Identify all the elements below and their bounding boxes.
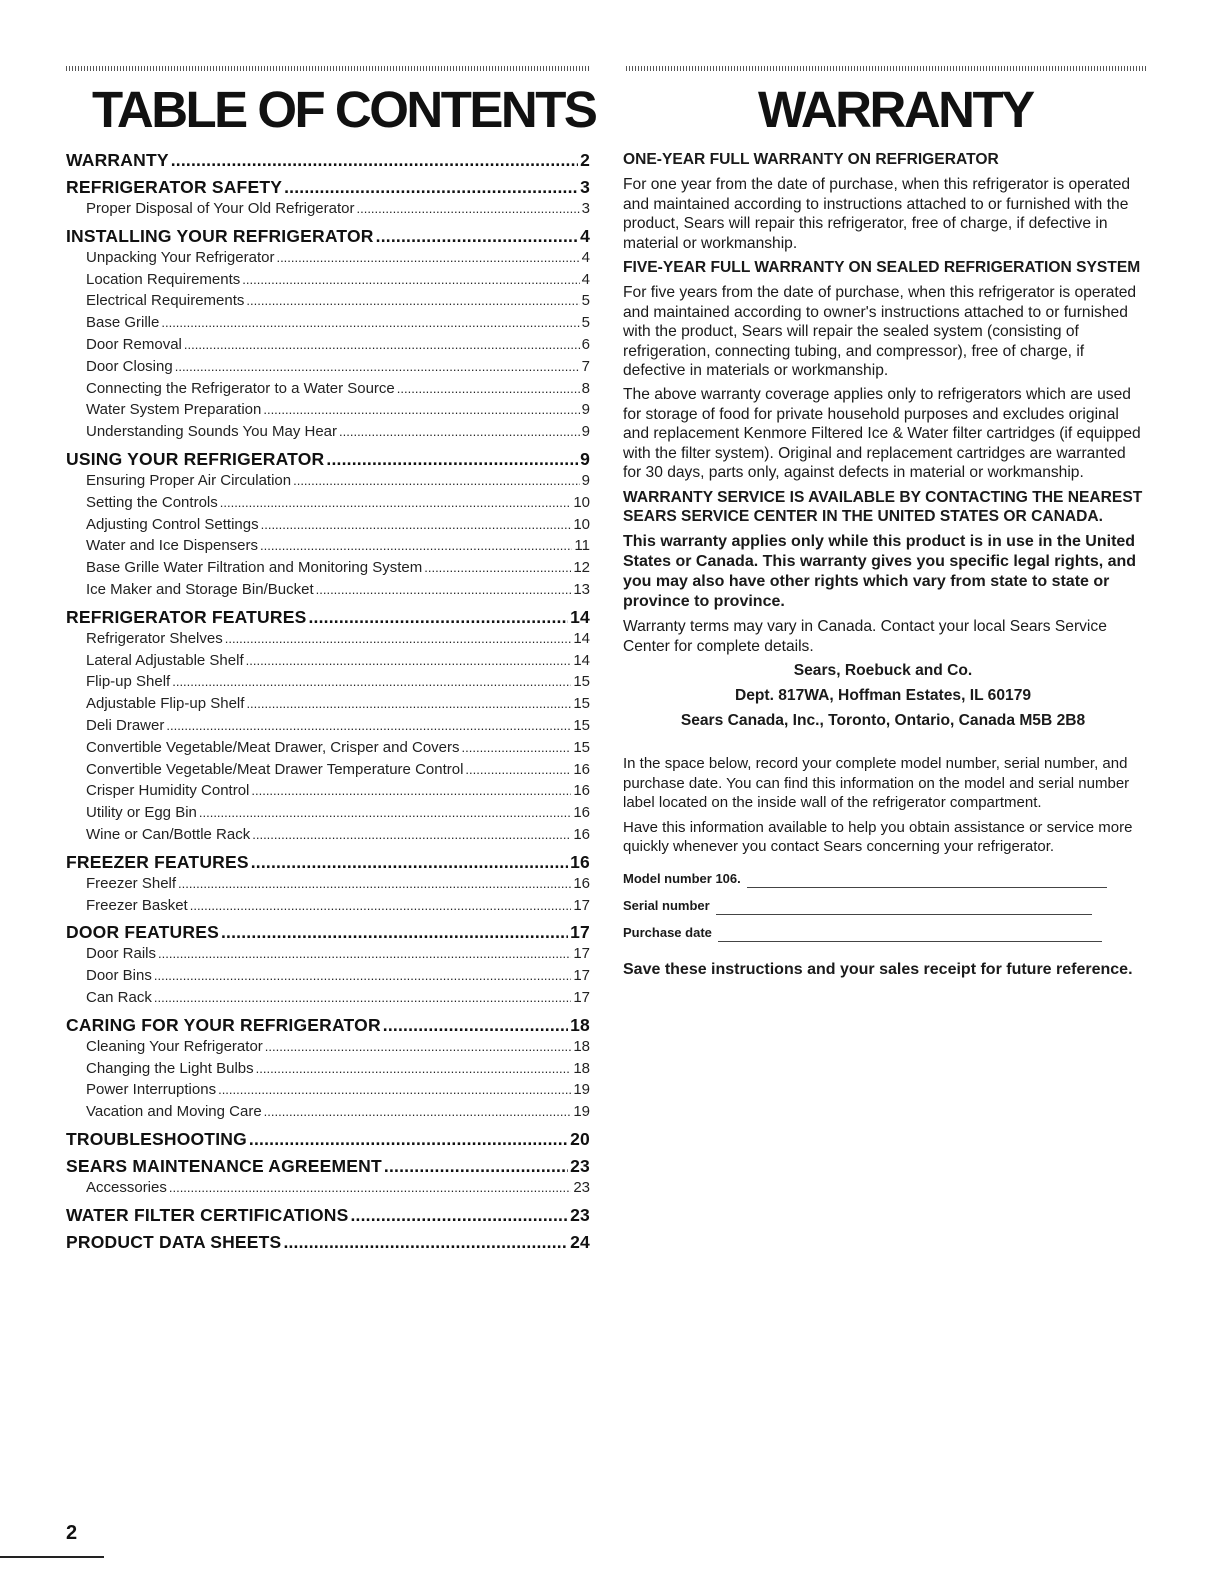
- toc-page-number: 7: [581, 357, 590, 375]
- toc-dot-leader: [225, 631, 572, 646]
- toc-page-number: 17: [573, 988, 590, 1006]
- toc-page-number: 11: [574, 537, 590, 555]
- toc-section-entry: [66, 922, 590, 945]
- toc-dot-leader: [184, 337, 580, 352]
- toc-entry-label: WATER FILTER CERTIFICATIONS: [66, 1204, 349, 1225]
- toc-entry-label: Can Rack: [86, 988, 152, 1006]
- toc-subsection-entry: [66, 292, 590, 314]
- toc-subsection-entry: [66, 630, 590, 652]
- toc-entry-label: Utility or Egg Bin: [86, 804, 197, 822]
- toc-section-entry: [66, 1129, 590, 1152]
- warranty-title: WARRANTY: [758, 81, 1033, 138]
- model-number-field[interactable]: [623, 861, 1143, 888]
- toc-dot-leader: [252, 827, 571, 842]
- toc-entry-label: Ice Maker and Storage Bin/Bucket: [86, 580, 314, 598]
- toc-dot-leader: [246, 293, 579, 308]
- toc-entry-label: DOOR FEATURES: [66, 922, 219, 943]
- toc-subsection-entry: [66, 695, 590, 717]
- toc-page-number: 20: [570, 1128, 590, 1149]
- toc-entry-label: Adjusting Control Settings: [86, 515, 259, 533]
- toc-subsection-entry: [66, 314, 590, 336]
- toc-dot-leader: [251, 852, 568, 873]
- toc-entry-label: Unpacking Your Refrigerator: [86, 248, 275, 266]
- toc-dot-leader: [284, 177, 578, 198]
- toc-entry-label: FREEZER FEATURES: [66, 851, 249, 872]
- toc-entry-label: SEARS MAINTENANCE AGREEMENT: [66, 1155, 382, 1176]
- toc-section-entry: [66, 1015, 590, 1038]
- top-rule-left: [66, 66, 590, 71]
- toc-dot-leader: [383, 1015, 568, 1036]
- toc-entry-label: Freezer Shelf: [86, 874, 177, 892]
- closing-note: Save these instructions and your sales receipt for future reference.: [623, 961, 1133, 979]
- toc-page-number: 17: [573, 896, 590, 914]
- toc-page-number: 9: [581, 401, 590, 419]
- toc-dot-leader: [175, 359, 580, 374]
- toc-page-number: 13: [573, 580, 590, 598]
- toc-page-number: 18: [573, 1059, 590, 1077]
- toc-title: TABLE OF CONTENTS: [92, 81, 596, 138]
- toc-dot-leader: [246, 653, 572, 668]
- toc-entry-label: Power Interruptions: [86, 1081, 217, 1099]
- serial-number-line[interactable]: [716, 900, 1092, 915]
- toc-entry-label: Vacation and Moving Care: [86, 1103, 262, 1121]
- serial-number-field[interactable]: [623, 888, 1143, 915]
- table-of-contents: [66, 150, 590, 1255]
- top-rule-right: [626, 66, 1146, 71]
- address-line: Sears, Roebuck and Co.: [793, 662, 973, 680]
- address-line: Sears Canada, Inc., Toronto, Ontario, Canada M5B 2B8: [680, 711, 1086, 729]
- toc-dot-leader: [462, 740, 572, 755]
- toc-dot-leader: [397, 381, 580, 396]
- toc-entry-label: PRODUCT DATA SHEETS: [66, 1231, 282, 1252]
- toc-entry-label: Setting the Controls: [86, 493, 218, 511]
- toc-dot-leader: [190, 898, 572, 913]
- warranty-heading-five-year: FIVE-YEAR FULL WARRANTY ON SEALED REFRIGERATION SYSTEM: [623, 259, 1141, 277]
- toc-entry-label: Changing the Light Bulbs: [86, 1059, 254, 1077]
- toc-entry-label: Electrical Requirements: [86, 292, 245, 310]
- page-number: 2: [66, 1522, 78, 1544]
- toc-entry-label: Wine or Can/Bottle Rack: [86, 825, 251, 843]
- toc-page-number: 5: [581, 314, 590, 332]
- toc-page-number: 16: [573, 874, 590, 892]
- toc-page-number: 14: [573, 651, 590, 669]
- warranty-rights-paragraph: This warranty applies only while this product is in use in the United States or Canada. This warranty gives you specific legal rights, and you may also have other rights which vary from state to state or province to province.: [623, 533, 1137, 611]
- toc-subsection-entry: [66, 804, 590, 826]
- toc-subsection-entry: [66, 401, 590, 423]
- toc-dot-leader: [218, 1082, 571, 1097]
- toc-dot-leader: [199, 805, 571, 820]
- toc-dot-leader: [308, 607, 568, 628]
- toc-entry-label: Refrigerator Shelves: [86, 629, 223, 647]
- toc-subsection-entry: [66, 761, 590, 783]
- toc-subsection-entry: [66, 967, 590, 989]
- toc-page-number: 2: [580, 150, 590, 170]
- toc-subsection-entry: [66, 559, 590, 581]
- toc-page-number: 12: [573, 559, 590, 577]
- toc-dot-leader: [326, 449, 578, 470]
- toc-entry-label: WARRANTY: [66, 150, 169, 170]
- toc-dot-leader: [249, 1129, 568, 1150]
- toc-entry-label: Base Grille: [86, 314, 160, 332]
- toc-entry-label: Door Closing: [86, 357, 173, 375]
- toc-subsection-entry: [66, 897, 590, 919]
- warranty-paragraph: The above warranty coverage applies only to refrigerators which are used for storage of food for private household purposes and excludes original and replacement Kenmore Filtered Ice & Water filter cartridges (if equipped with the filter system). Original and replacement cartridges are warranted for 30 days, parts only, against defects in material or workmanship.: [623, 386, 1141, 482]
- toc-section-entry: [66, 852, 590, 875]
- toc-page-number: 14: [573, 629, 590, 647]
- toc-subsection-entry: [66, 875, 590, 897]
- toc-dot-leader: [264, 1104, 572, 1119]
- toc-page-number: 5: [581, 292, 590, 310]
- toc-subsection-entry: [66, 200, 590, 222]
- toc-subsection-entry: [66, 945, 590, 967]
- address-line: Dept. 817WA, Hoffman Estates, IL 60179: [734, 686, 1032, 704]
- toc-dot-leader: [172, 674, 571, 689]
- footer-rule: [0, 1556, 104, 1558]
- toc-subsection-entry: [66, 717, 590, 739]
- toc-dot-leader: [350, 1205, 568, 1226]
- toc-page-number: 19: [573, 1081, 590, 1099]
- toc-dot-leader: [246, 696, 571, 711]
- warranty-paragraph: For one year from the date of purchase, when this refrigerator is operated and maintained according to instructions attached to or furnished with the product, Sears will repair this refrigerator, free of charge, if defective in material or workmanship.: [623, 176, 1131, 252]
- toc-subsection-entry: [66, 826, 590, 848]
- toc-page-number: 18: [570, 1014, 590, 1035]
- toc-page-number: 23: [573, 1178, 590, 1196]
- toc-entry-label: Accessories: [86, 1178, 167, 1196]
- toc-page-number: 17: [573, 967, 590, 985]
- toc-entry-label: TROUBLESHOOTING: [66, 1128, 247, 1149]
- toc-subsection-entry: [66, 1179, 590, 1201]
- toc-entry-label: Proper Disposal of Your Old Refrigerator: [86, 200, 355, 217]
- toc-entry-label: Location Requirements: [86, 270, 241, 288]
- toc-section-entry: [66, 1156, 590, 1179]
- toc-page-number: 8: [581, 379, 590, 397]
- toc-subsection-entry: [66, 336, 590, 358]
- toc-page-number: 15: [573, 738, 590, 756]
- toc-subsection-entry: [66, 673, 590, 695]
- toc-subsection-entry: [66, 516, 590, 538]
- purchase-date-line[interactable]: [718, 927, 1102, 942]
- toc-page-number: 16: [573, 825, 590, 843]
- toc-subsection-entry: [66, 472, 590, 494]
- toc-subsection-entry: [66, 494, 590, 516]
- toc-entry-label: Door Rails: [86, 945, 157, 963]
- toc-dot-leader: [384, 1156, 568, 1177]
- toc-subsection-entry: [66, 358, 590, 380]
- toc-subsection-entry: [66, 1060, 590, 1082]
- toc-dot-leader: [316, 582, 572, 597]
- toc-dot-leader: [356, 201, 579, 216]
- toc-entry-label: Freezer Basket: [86, 896, 188, 914]
- toc-section-entry: [66, 449, 590, 472]
- toc-entry-label: Cleaning Your Refrigerator: [86, 1037, 263, 1055]
- toc-page-number: 23: [570, 1204, 590, 1225]
- toc-page-number: 23: [570, 1155, 590, 1176]
- toc-page-number: 14: [570, 606, 590, 627]
- toc-page-number: 15: [573, 673, 590, 691]
- toc-page-number: 3: [581, 200, 590, 217]
- toc-section-entry: [66, 607, 590, 630]
- toc-dot-leader: [166, 718, 571, 733]
- toc-subsection-entry: [66, 423, 590, 445]
- toc-section-entry: [66, 1205, 590, 1228]
- toc-subsection-entry: [66, 380, 590, 402]
- toc-dot-leader: [242, 272, 579, 287]
- toc-page-number: 18: [573, 1037, 590, 1055]
- warranty-paragraph: Warranty terms may vary in Canada. Contact your local Sears Service Center for complete details.: [623, 618, 1107, 655]
- toc-page-number: 6: [581, 335, 590, 353]
- toc-entry-label: Water System Preparation: [86, 401, 262, 419]
- toc-dot-leader: [251, 783, 571, 798]
- record-instructions: Have this information available to help you obtain assistance or service more quickly whenever you contact Sears concerning your refrigerator.: [623, 818, 1133, 855]
- toc-dot-leader: [154, 990, 571, 1005]
- toc-section-entry: [66, 226, 590, 249]
- toc-dot-leader: [260, 538, 572, 553]
- toc-page-number: 4: [581, 248, 590, 266]
- model-number-label: Model number 106.: [623, 870, 741, 886]
- toc-dot-leader: [220, 495, 572, 510]
- toc-dot-leader: [424, 560, 571, 575]
- toc-subsection-entry: [66, 271, 590, 293]
- toc-dot-leader: [169, 1180, 571, 1195]
- toc-section-entry: [66, 177, 590, 200]
- toc-entry-label: REFRIGERATOR SAFETY: [66, 177, 283, 197]
- purchase-date-field[interactable]: [623, 915, 1143, 942]
- model-number-line[interactable]: [747, 873, 1107, 888]
- toc-entry-label: Base Grille Water Filtration and Monitoring System: [86, 559, 423, 577]
- warranty-service-heading: WARRANTY SERVICE IS AVAILABLE BY CONTACTING THE NEAREST SEARS SERVICE CENTER IN THE UNITED STATES OR CANADA.: [623, 488, 1143, 525]
- toc-dot-leader: [161, 315, 579, 330]
- toc-entry-label: Understanding Sounds You May Hear: [86, 423, 338, 441]
- toc-page-number: 3: [580, 177, 590, 197]
- toc-page-number: 17: [570, 922, 590, 943]
- toc-entry-label: Water and Ice Dispensers: [86, 537, 259, 555]
- toc-entry-label: Crisper Humidity Control: [86, 782, 250, 800]
- toc-entry-label: Adjustable Flip-up Shelf: [86, 695, 245, 713]
- toc-subsection-entry: [66, 537, 590, 559]
- toc-page-number: 16: [573, 782, 590, 800]
- toc-entry-label: Flip-up Shelf: [86, 673, 171, 691]
- toc-entry-label: Lateral Adjustable Shelf: [86, 651, 244, 669]
- toc-dot-leader: [171, 150, 578, 171]
- toc-subsection-entry: [66, 581, 590, 603]
- toc-page-number: 16: [573, 804, 590, 822]
- toc-dot-leader: [276, 250, 579, 265]
- toc-subsection-entry: [66, 1103, 590, 1125]
- toc-subsection-entry: [66, 989, 590, 1011]
- record-instructions: In the space below, record your complete model number, serial number, and purchase date. You can find this information on the model and serial number label located on the inside wall of the refrigerator compartment.: [623, 755, 1130, 812]
- toc-page-number: 16: [570, 851, 590, 872]
- toc-entry-label: Door Bins: [86, 967, 152, 985]
- toc-subsection-entry: [66, 652, 590, 674]
- toc-page-number: 15: [573, 695, 590, 713]
- toc-dot-leader: [376, 226, 578, 247]
- toc-page-number: 4: [580, 225, 590, 246]
- toc-dot-leader: [261, 517, 572, 532]
- warranty-section: [623, 150, 1143, 985]
- toc-entry-label: Door Removal: [86, 335, 182, 353]
- warranty-paragraph: For five years from the date of purchase, when this refrigerator is operated and maintained according to owner's instructions attached to or furnished with the product, Sears will repair the sealed system (consisting of refrigeration, connecting tubing, and compressor), free of charge, if defective in materials or workmanship.: [623, 284, 1137, 380]
- toc-entry-label: CARING FOR YOUR REFRIGERATOR: [66, 1014, 381, 1035]
- toc-dot-leader: [293, 473, 580, 488]
- toc-page-number: 19: [573, 1103, 590, 1121]
- purchase-date-label: Purchase date: [623, 924, 712, 940]
- toc-subsection-entry: [66, 739, 590, 761]
- toc-page-number: 24: [570, 1231, 590, 1252]
- toc-dot-leader: [465, 762, 571, 777]
- toc-subsection-entry: [66, 1081, 590, 1103]
- toc-page-number: 10: [573, 515, 590, 533]
- toc-subsection-entry: [66, 782, 590, 804]
- toc-subsection-entry: [66, 1038, 590, 1060]
- toc-entry-label: Deli Drawer: [86, 716, 165, 734]
- toc-page-number: 9: [581, 471, 590, 489]
- toc-dot-leader: [178, 876, 571, 891]
- toc-page-number: 10: [573, 493, 590, 511]
- toc-entry-label: INSTALLING YOUR REFRIGERATOR: [66, 225, 374, 246]
- toc-page-number: 16: [573, 760, 590, 778]
- toc-entry-label: Convertible Vegetable/Meat Drawer, Crisper and Covers: [86, 738, 460, 756]
- toc-entry-label: Ensuring Proper Air Circulation: [86, 471, 292, 489]
- toc-dot-leader: [339, 424, 580, 439]
- toc-subsection-entry: [66, 249, 590, 271]
- toc-entry-label: USING YOUR REFRIGERATOR: [66, 448, 325, 469]
- toc-page-number: 15: [573, 716, 590, 734]
- toc-dot-leader: [154, 968, 571, 983]
- toc-dot-leader: [221, 922, 568, 943]
- toc-dot-leader: [263, 402, 579, 417]
- serial-number-label: Serial number: [623, 897, 710, 913]
- toc-page-number: 9: [581, 423, 590, 441]
- warranty-heading-one-year: ONE-YEAR FULL WARRANTY ON REFRIGERATOR: [623, 151, 999, 168]
- toc-page-number: 9: [580, 448, 590, 469]
- toc-section-entry: [66, 150, 590, 173]
- toc-dot-leader: [283, 1232, 568, 1253]
- toc-dot-leader: [265, 1039, 572, 1054]
- toc-page-number: 4: [581, 270, 590, 288]
- toc-entry-label: Connecting the Refrigerator to a Water Source: [86, 379, 395, 397]
- toc-section-entry: [66, 1232, 590, 1255]
- toc-page-number: 17: [573, 945, 590, 963]
- toc-dot-leader: [256, 1061, 572, 1076]
- toc-dot-leader: [158, 946, 571, 961]
- toc-entry-label: REFRIGERATOR FEATURES: [66, 606, 307, 627]
- toc-entry-label: Convertible Vegetable/Meat Drawer Temperature Control: [86, 760, 464, 778]
